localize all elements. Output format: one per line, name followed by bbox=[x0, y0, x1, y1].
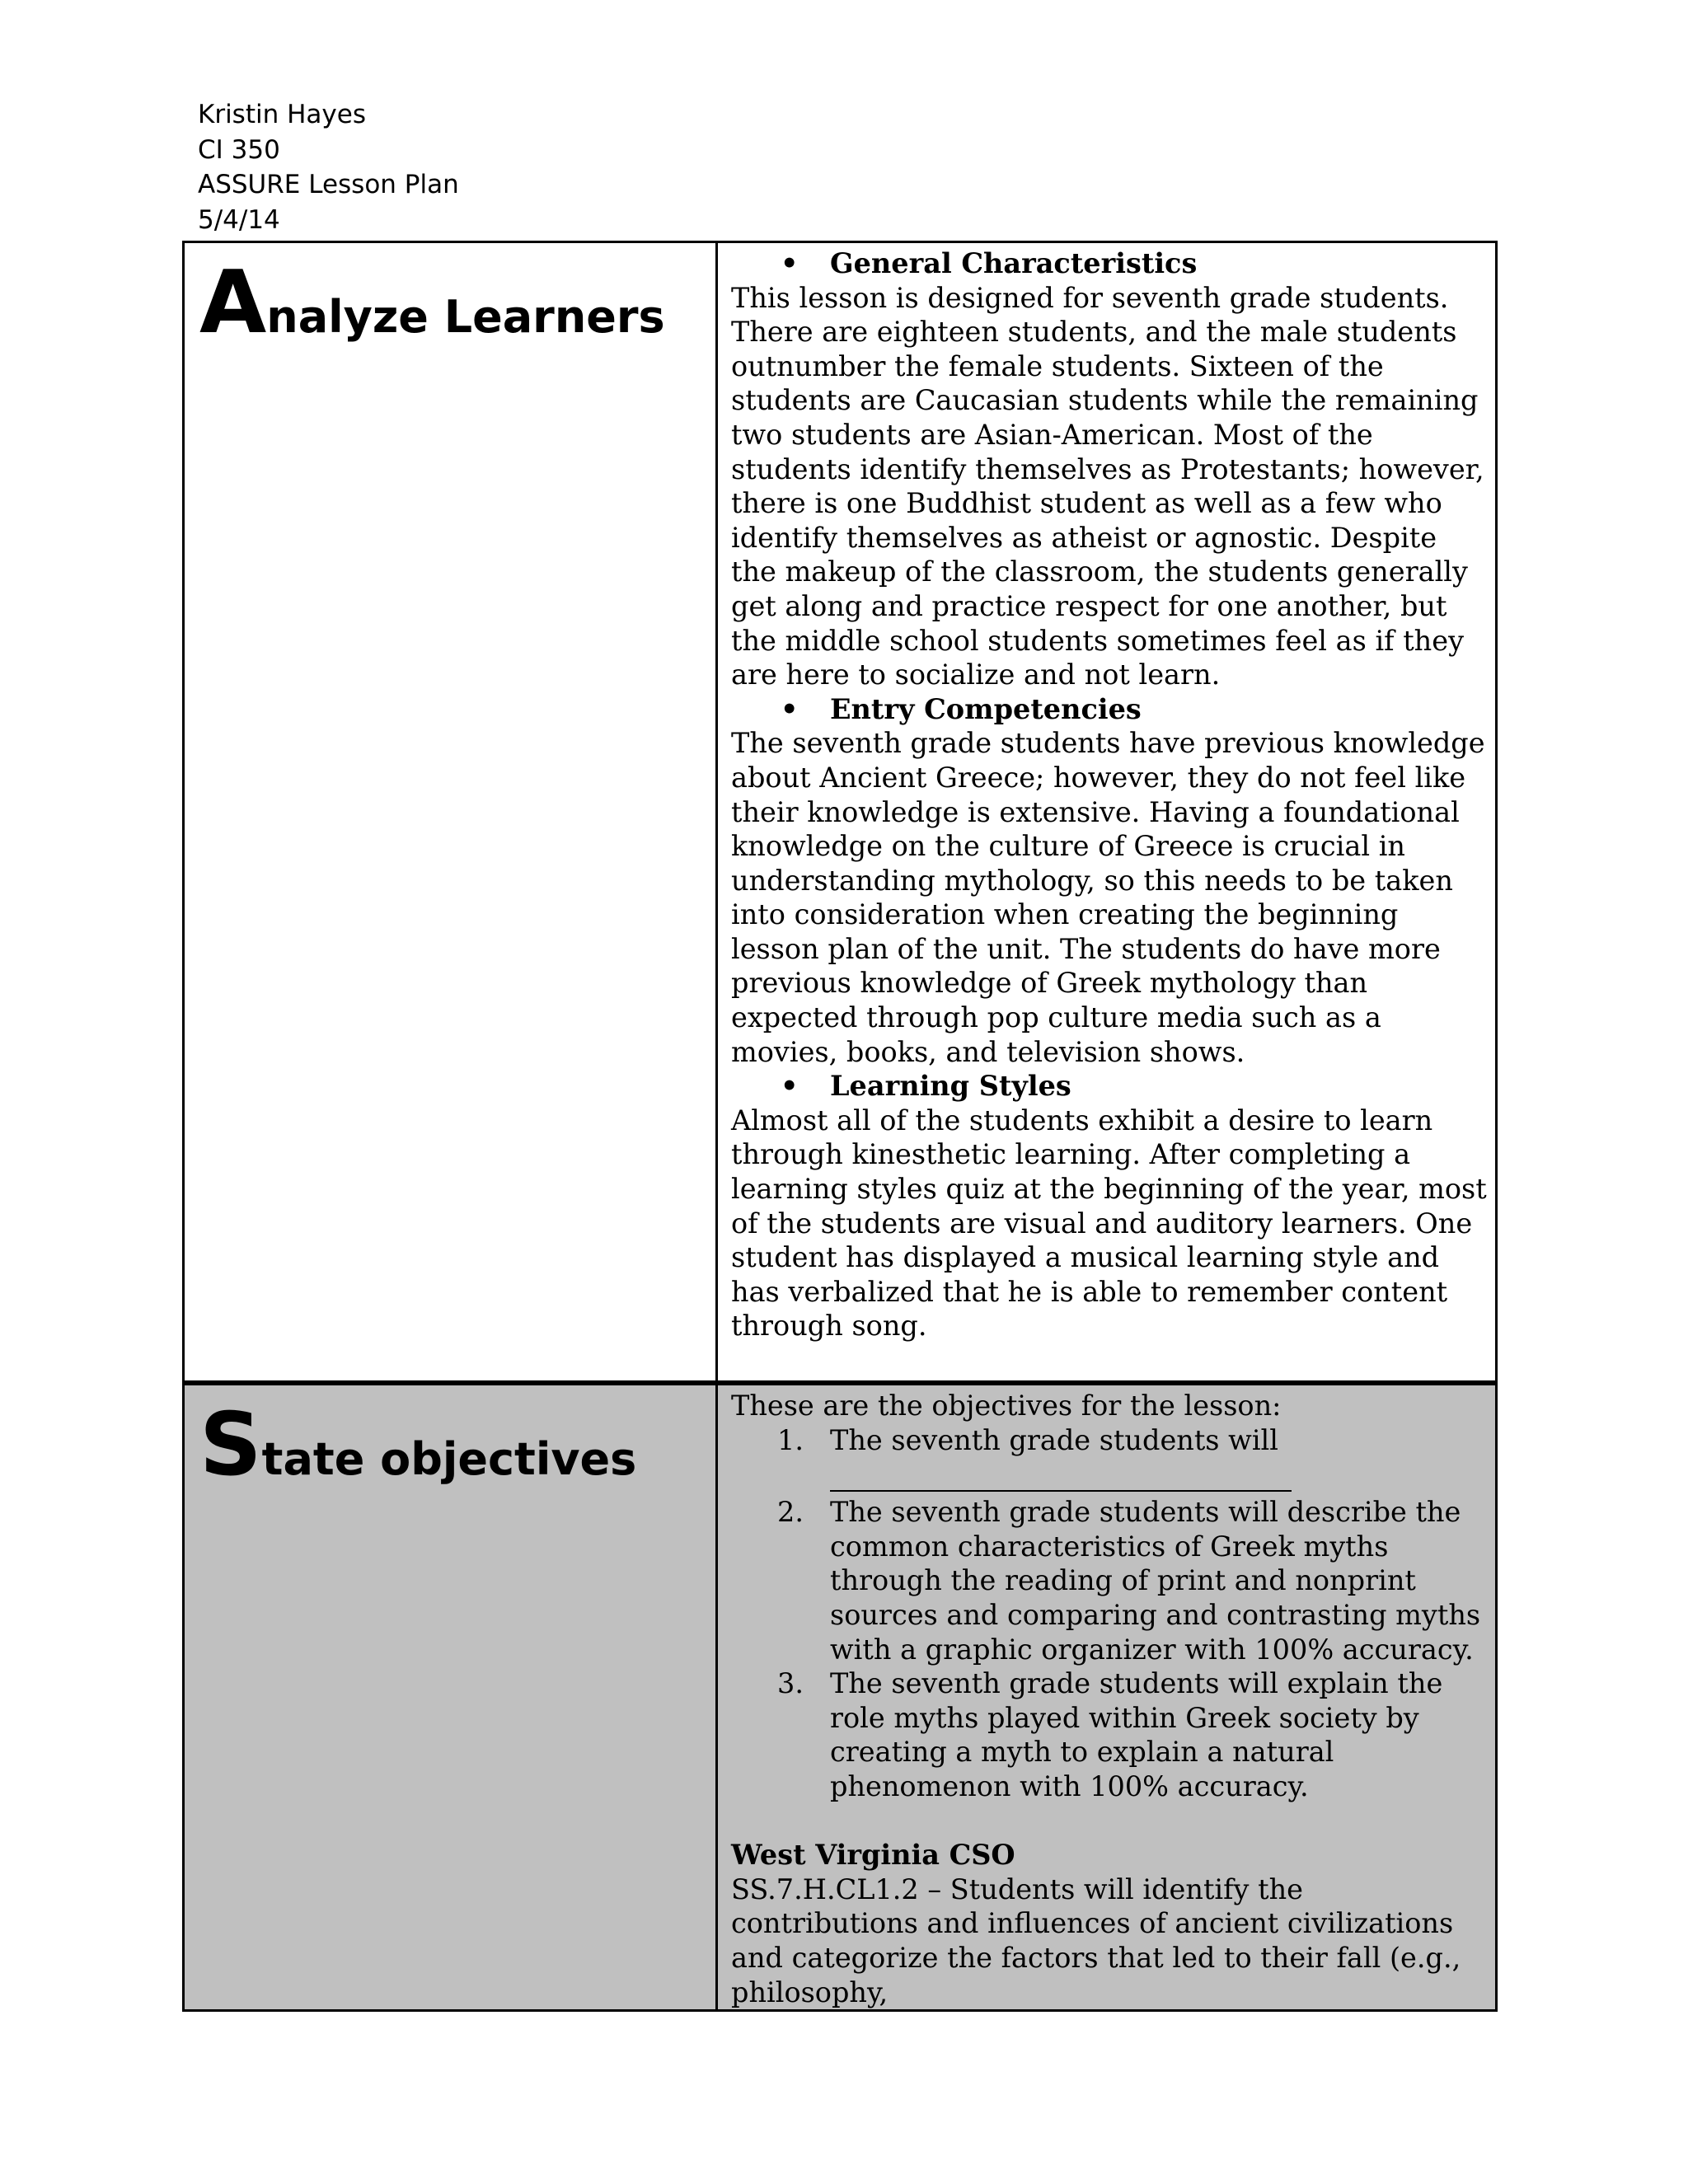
state-objectives-content-cell bbox=[717, 1383, 1497, 2011]
cso-text: SS.7.H.CL1.2 – Students will identify the contributions and influences of ancient civilizations and categorize the factors that led to their fall (e.g., philosophy, bbox=[731, 1872, 1461, 2008]
state-objectives-label-cell bbox=[184, 1383, 717, 2011]
objectives-list bbox=[731, 1423, 1487, 1804]
section-heading-general-characteristics: • General Characteristics bbox=[781, 247, 1198, 279]
label-rest: tate objectives bbox=[261, 1433, 637, 1485]
label-initial: A bbox=[199, 252, 267, 353]
label-rest: nalyze Learners bbox=[266, 291, 665, 343]
learning-styles-text: Almost all of the students exhibit a desire to learn through kinesthetic learning. After completing a learning styles quiz at the beginning of the year, most of the students are visual and auditory learners. One student has displayed a musical learning style and has verbalized that he is able to remember content through song. bbox=[731, 1104, 1487, 1343]
section-heading-learning-styles: • Learning Styles bbox=[781, 1070, 1071, 1103]
document-header bbox=[198, 97, 459, 237]
document-date: 5/4/14 bbox=[198, 204, 280, 235]
course-code: CI 350 bbox=[198, 134, 280, 165]
entry-competencies-text: The seventh grade students have previous knowledge about Ancient Greece; however, they do not feel like their knowledge is extensive. Having a foundational knowledge on the culture of Greece is crucial in understanding mythology, so this needs to be taken into consideration when creating the beginning lesson plan of the unit. The students do have more previous knowledge of Greek mythology than expected through pop culture media such as a movies, books, and television shows. bbox=[731, 727, 1485, 1068]
objective-item: 1. The seventh grade students will bbox=[731, 1423, 1487, 1493]
objective-item: 2. The seventh grade students will describe the common characteristics of Greek myths through the reading of print and nonprint sources and comparing and contrasting myths with a graphic organizer with 100% accuracy. bbox=[777, 1496, 1481, 1666]
objectives-intro: These are the objectives for the lesson: bbox=[731, 1390, 1282, 1422]
document-title: ASSURE Lesson Plan bbox=[198, 170, 459, 199]
analyze-learners-content-cell bbox=[717, 242, 1497, 1384]
cso-heading: West Virginia CSO bbox=[731, 1839, 1015, 1872]
section-heading-entry-competencies: • Entry Competencies bbox=[781, 692, 1142, 725]
state-objectives-label bbox=[185, 1385, 715, 1495]
bullet-icon: • bbox=[781, 247, 799, 279]
analyze-learners-label-cell bbox=[184, 242, 717, 1384]
bullet-icon: • bbox=[781, 692, 799, 725]
label-initial: S bbox=[199, 1394, 262, 1495]
bullet-icon: • bbox=[781, 1070, 799, 1103]
assure-table bbox=[182, 241, 1498, 2012]
analyze-learners-row bbox=[184, 242, 1497, 1384]
objective-item: 3. The seventh grade students will explain the role myths played within Greek society by creating a myth to explain a natural phenomenon with 100% accuracy. bbox=[777, 1667, 1443, 1802]
general-characteristics-text: This lesson is designed for seventh grade students. There are eighteen students, and the male students outnumber the female students. Sixteen of the students are Caucasian students while the remaining two students are Asian-American. Most of the students identify themselves as Protestants; however, there is one Buddhist student as well as a few who identify themselves as atheist or agnostic. Despite the makeup of the classroom, the students generally get along and practice respect for one another, but the middle school students sometimes feel as if they are here to socialize and not learn. bbox=[731, 281, 1484, 691]
fill-in-blank bbox=[830, 1457, 1292, 1492]
author-name: Kristin Hayes bbox=[198, 100, 366, 129]
analyze-learners-label bbox=[185, 243, 715, 353]
state-objectives-row bbox=[184, 1383, 1497, 2011]
